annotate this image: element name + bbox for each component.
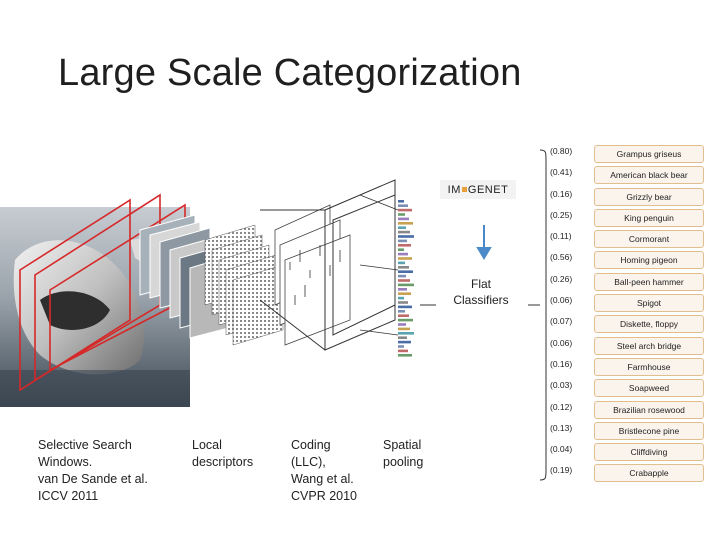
result-label: Homing pigeon	[594, 251, 704, 269]
feature-bar	[398, 284, 414, 287]
caption-line: (LLC),	[291, 455, 326, 469]
result-score: (0.06)	[550, 295, 573, 306]
flat-line1: Flat	[470, 277, 491, 291]
result-label: Crabapple	[594, 464, 704, 482]
feature-bar	[398, 292, 411, 295]
result-score: (0.11)	[550, 231, 572, 242]
result-row	[546, 207, 706, 228]
result-label: Cormorant	[594, 230, 704, 248]
feature-bar	[398, 279, 410, 282]
caption-line: van De Sande et al.	[38, 472, 148, 486]
caption-line: Wang et al.	[291, 472, 354, 486]
result-row	[546, 271, 706, 292]
caption-selective-search	[38, 437, 148, 505]
result-row	[546, 441, 706, 462]
result-score: (0.80)	[550, 146, 573, 156]
imagenet-logo-left: IM	[447, 183, 461, 196]
result-row	[546, 377, 706, 398]
caption-line: Windows.	[38, 455, 93, 469]
coding-planes	[275, 205, 350, 345]
result-label: Bristlecone pine	[594, 422, 704, 440]
feature-bar	[398, 213, 405, 216]
feature-bar	[398, 270, 413, 273]
result-row	[546, 356, 706, 377]
feature-bar	[398, 231, 410, 234]
feature-bar	[398, 253, 408, 256]
slide-title: Large Scale Categorization	[58, 52, 522, 94]
result-label: Cliffdiving	[594, 443, 704, 461]
result-label: Ball-peen hammer	[594, 273, 704, 291]
feature-bar	[398, 323, 406, 326]
result-score: (0.06)	[550, 337, 573, 348]
result-label: Spigot	[594, 294, 704, 312]
feature-bar	[398, 248, 404, 251]
feature-bar	[398, 288, 407, 291]
result-label: Grampus griseus	[594, 145, 704, 163]
result-row	[546, 143, 706, 164]
feature-bar	[398, 257, 412, 260]
result-label: American black bear	[594, 166, 704, 184]
caption-spatial-pooling	[383, 437, 423, 471]
result-row	[546, 420, 706, 441]
flow-arrows	[478, 225, 490, 258]
feature-bar	[398, 244, 411, 247]
feature-bar	[398, 336, 407, 339]
feature-bar	[398, 240, 407, 243]
result-score: (0.56)	[550, 252, 573, 263]
result-row	[546, 249, 706, 270]
feature-bar	[398, 332, 414, 335]
caption-line: pooling	[383, 455, 424, 469]
result-score: (0.26)	[550, 273, 573, 284]
classification-results	[546, 143, 706, 484]
result-row	[546, 228, 706, 249]
result-score: (0.12)	[550, 401, 573, 412]
caption-line: CVPR 2010	[291, 489, 358, 503]
feature-bar	[398, 306, 412, 309]
result-score: (0.25)	[550, 209, 573, 220]
feature-bar	[398, 218, 409, 221]
feature-bar	[398, 310, 405, 313]
logo-dot-icon	[462, 187, 467, 192]
result-label: Steel arch bridge	[594, 337, 704, 355]
feature-bar	[398, 345, 404, 348]
caption-coding	[291, 437, 357, 505]
imagenet-logo-right: GENET	[467, 183, 509, 196]
flat-line2: Classifiers	[453, 293, 509, 307]
feature-bar	[398, 235, 414, 238]
feature-histogram	[398, 200, 414, 357]
imagenet-logo	[440, 180, 516, 199]
feature-bar	[398, 266, 409, 269]
result-row	[546, 399, 706, 420]
caption-line: Selective Search	[38, 438, 132, 452]
feature-bar	[398, 275, 406, 278]
result-score: (0.41)	[550, 167, 573, 178]
result-score: (0.19)	[550, 465, 573, 476]
caption-line: Spatial	[383, 438, 422, 452]
feature-bar	[398, 262, 405, 265]
result-label: King penguin	[594, 209, 704, 227]
feature-bar	[398, 328, 410, 331]
feature-bar	[398, 226, 406, 229]
feature-bar	[398, 222, 413, 225]
result-row	[546, 164, 706, 185]
result-score: (0.16)	[550, 358, 573, 369]
caption-line: ICCV 2011	[38, 489, 99, 503]
result-label: Brazilian rosewood	[594, 401, 704, 419]
result-row	[546, 462, 706, 483]
result-row	[546, 335, 706, 356]
result-label: Diskette, floppy	[594, 315, 704, 333]
caption-line: descriptors	[192, 455, 254, 469]
feature-bar	[398, 204, 408, 207]
result-row	[546, 186, 706, 207]
caption-line: Coding	[291, 438, 331, 452]
feature-bar	[398, 297, 404, 300]
feature-bar	[398, 354, 412, 357]
caption-local-descriptors	[192, 437, 253, 471]
caption-line: Local	[192, 438, 222, 452]
feature-bar	[398, 319, 413, 322]
flat-classifiers-label	[436, 276, 526, 336]
result-label: Grizzly bear	[594, 188, 704, 206]
result-score: (0.04)	[550, 444, 573, 455]
result-row	[546, 313, 706, 334]
result-score: (0.13)	[550, 422, 573, 433]
result-label: Soapweed	[594, 379, 704, 397]
result-score: (0.03)	[550, 380, 573, 391]
result-label: Farmhouse	[594, 358, 704, 376]
result-score: (0.16)	[550, 188, 573, 199]
result-row	[546, 292, 706, 313]
feature-bar	[398, 341, 411, 344]
feature-bar	[398, 200, 404, 203]
feature-bar	[398, 350, 408, 353]
result-score: (0.07)	[550, 316, 573, 327]
feature-bar	[398, 209, 412, 212]
feature-bar	[398, 301, 408, 304]
pooling-lines	[360, 195, 398, 335]
feature-bar	[398, 314, 409, 317]
